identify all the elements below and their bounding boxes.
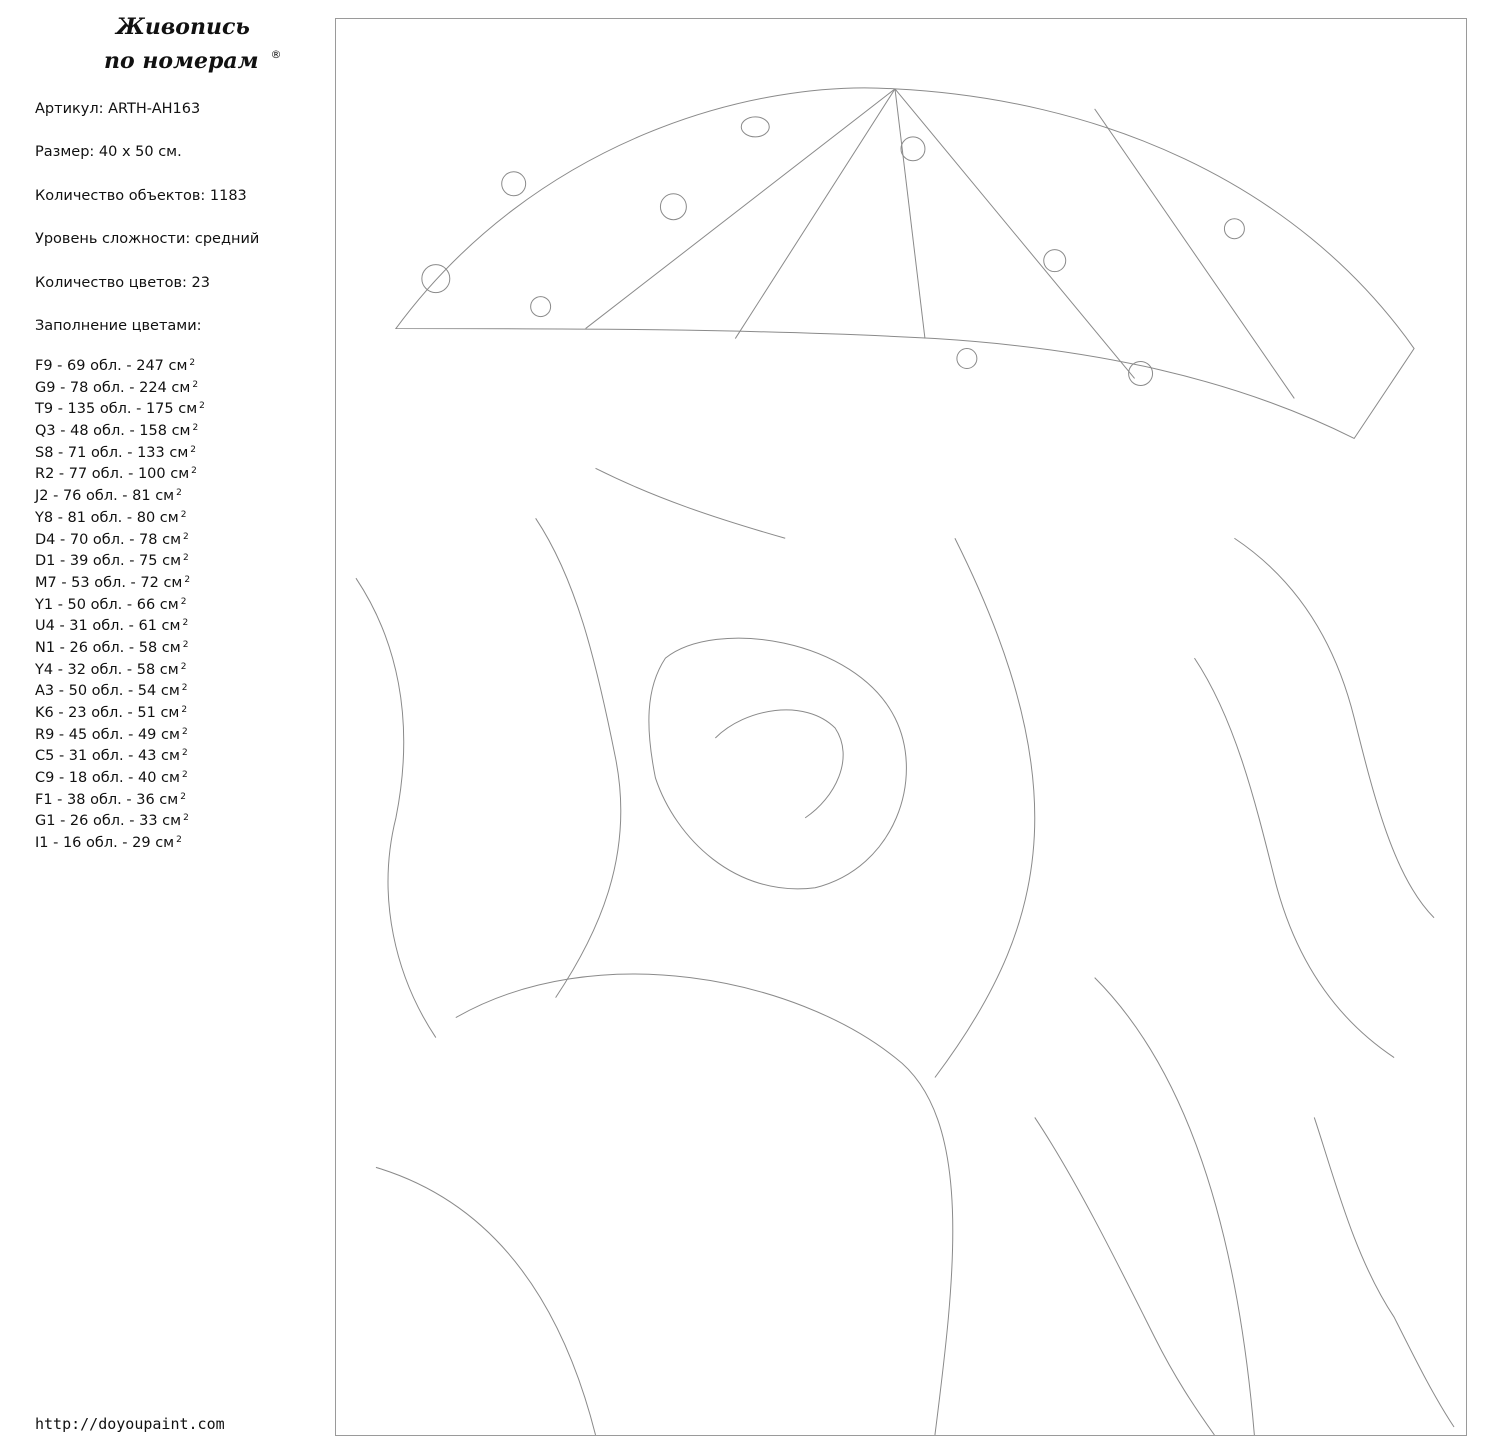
square-unit-superscript: 2 xyxy=(199,401,205,412)
color-fill-text: K6 - 23 обл. - 51 см xyxy=(35,705,180,721)
website-link[interactable]: http://doyoupaint.com xyxy=(35,1415,225,1433)
background-shape xyxy=(356,578,436,1037)
square-unit-superscript: 2 xyxy=(181,683,188,694)
brand-logo xyxy=(92,10,292,78)
color-fill-text: A3 - 50 обл. - 54 см xyxy=(35,683,180,700)
umbrella-dot xyxy=(1224,219,1244,239)
umbrella-rib xyxy=(586,89,895,329)
square-unit-superscript: 2 xyxy=(183,813,189,824)
color-fill-text: G1 - 26 обл. - 33 см xyxy=(35,813,182,830)
square-unit-superscript: 2 xyxy=(192,423,199,434)
color-fill-text: C5 - 31 обл. - 43 см xyxy=(35,748,180,765)
color-fill-text: C9 - 18 обл. - 40 см xyxy=(35,770,180,787)
color-fill-text: R9 - 45 обл. - 49 см xyxy=(35,726,180,743)
color-fill-text: Y8 - 81 обл. - 80 см xyxy=(35,509,179,526)
brand-line-1: Живопись xyxy=(116,14,250,40)
color-fill-item xyxy=(35,421,205,443)
color-fill-text: Y4 - 32 обл. - 58 см xyxy=(35,661,179,678)
square-unit-superscript: 2 xyxy=(183,553,189,564)
square-unit-superscript: 2 xyxy=(176,488,182,499)
body-outline xyxy=(376,1167,596,1435)
hair-strand xyxy=(536,518,621,997)
color-fill-text: T9 - 135 обл. - 175 см xyxy=(35,401,198,418)
hair-strand xyxy=(596,468,786,538)
color-fill-item xyxy=(35,551,205,573)
color-fill-item xyxy=(35,530,205,552)
background-shape xyxy=(1234,538,1434,917)
color-fill-list xyxy=(35,356,205,855)
color-fill-item xyxy=(35,464,205,486)
umbrella-dot xyxy=(741,117,769,137)
color-fill-text: J2 - 76 обл. - 81 см xyxy=(35,488,175,505)
color-fill-text: R2 - 77 обл. - 100 см xyxy=(35,466,190,483)
color-fill-text: F1 - 38 обл. - 36 см xyxy=(35,791,179,808)
info-sidebar xyxy=(0,0,320,1453)
square-unit-superscript: 2 xyxy=(183,531,189,542)
square-unit-superscript: 2 xyxy=(180,596,187,607)
color-fill-item xyxy=(35,811,205,833)
square-unit-superscript: 2 xyxy=(190,444,197,455)
outline-artwork xyxy=(336,19,1466,1435)
umbrella-rib xyxy=(1095,109,1295,399)
color-fill-text: Q3 - 48 обл. - 158 см xyxy=(35,423,191,440)
paint-by-number-canvas xyxy=(335,18,1467,1436)
color-fill-item xyxy=(35,790,205,812)
color-fill-item xyxy=(35,681,205,703)
umbrella-dot xyxy=(502,172,526,196)
umbrella-dot xyxy=(1044,250,1066,272)
spacer xyxy=(35,121,259,143)
color-fill-text: D4 - 70 обл. - 78 см xyxy=(35,531,182,548)
color-fill-item xyxy=(35,378,205,400)
square-unit-superscript: 2 xyxy=(191,466,197,477)
square-unit-superscript: 2 xyxy=(180,509,187,520)
color-fill-item xyxy=(35,833,205,855)
body-outline xyxy=(456,974,953,1435)
umbrella-rib xyxy=(895,89,1135,379)
background-shape xyxy=(1035,1117,1215,1435)
color-fill-item xyxy=(35,573,205,595)
color-fill-item xyxy=(35,399,205,421)
color-fill-text: Y1 - 50 обл. - 66 см xyxy=(35,596,179,613)
face-outline xyxy=(649,638,907,889)
brand-line-2-text: по номерам xyxy=(104,48,259,74)
spacer xyxy=(35,207,259,229)
umbrella-rib xyxy=(895,89,925,339)
background-shape xyxy=(1314,1117,1454,1427)
color-fill-text: S8 - 71 обл. - 133 см xyxy=(35,444,189,461)
background-shape xyxy=(1194,658,1394,1057)
color-fill-item xyxy=(35,703,205,725)
brand-line-2 xyxy=(92,44,292,78)
color-fill-item xyxy=(35,768,205,790)
difficulty-level: Уровень сложности: средний xyxy=(35,231,260,248)
color-fill-text: I1 - 16 обл. - 29 см xyxy=(35,835,175,852)
color-fill-item xyxy=(35,595,205,617)
color-fill-item xyxy=(35,443,205,465)
color-fill-text: F9 - 69 обл. - 247 см xyxy=(35,358,188,374)
color-fill-text: M7 - 53 обл. - 72 см xyxy=(35,574,183,591)
spacer xyxy=(35,164,259,186)
color-fill-text: G9 - 78 обл. - 224 см xyxy=(35,379,191,396)
color-fill-text: N1 - 26 обл. - 58 см xyxy=(35,639,181,656)
square-unit-superscript: 2 xyxy=(184,574,191,585)
square-unit-superscript: 2 xyxy=(176,835,182,846)
square-unit-superscript: 2 xyxy=(180,661,187,672)
color-fill-item xyxy=(35,638,205,660)
color-fill-item xyxy=(35,725,205,747)
registered-mark: ® xyxy=(270,48,282,61)
umbrella-dot xyxy=(660,194,686,220)
umbrella-dot xyxy=(422,265,450,293)
color-fill-item xyxy=(35,356,205,378)
article-number: Артикул: ARTH-AH163 xyxy=(35,101,201,117)
color-fill-text: D1 - 39 обл. - 75 см xyxy=(35,553,182,570)
face-detail xyxy=(715,710,843,818)
objects-count: Количество объектов: 1183 xyxy=(35,187,247,204)
umbrella-rib xyxy=(735,89,895,339)
canvas-size: Размер: 40 х 50 см. xyxy=(35,144,182,161)
fill-heading: Заполнение цветами: xyxy=(35,317,202,334)
body-outline xyxy=(1095,978,1255,1435)
square-unit-superscript: 2 xyxy=(182,618,189,629)
umbrella-dot xyxy=(531,297,551,317)
color-fill-item xyxy=(35,616,205,638)
square-unit-superscript: 2 xyxy=(181,748,188,759)
spacer xyxy=(35,294,259,316)
color-fill-text: U4 - 31 обл. - 61 см xyxy=(35,618,181,635)
umbrella-dot xyxy=(957,349,977,369)
color-fill-item xyxy=(35,660,205,682)
square-unit-superscript: 2 xyxy=(181,770,188,781)
hair-strand xyxy=(935,538,1035,1077)
product-specs xyxy=(35,99,259,338)
square-unit-superscript: 2 xyxy=(181,705,188,715)
umbrella-dot xyxy=(901,137,925,161)
square-unit-superscript: 2 xyxy=(192,379,199,390)
square-unit-superscript: 2 xyxy=(189,358,196,368)
square-unit-superscript: 2 xyxy=(182,639,189,650)
color-fill-item xyxy=(35,746,205,768)
color-fill-item xyxy=(35,508,205,530)
spacer xyxy=(35,251,259,273)
square-unit-superscript: 2 xyxy=(180,791,186,802)
colors-count: Количество цветов: 23 xyxy=(35,274,210,291)
color-fill-item xyxy=(35,486,205,508)
square-unit-superscript: 2 xyxy=(181,726,188,737)
